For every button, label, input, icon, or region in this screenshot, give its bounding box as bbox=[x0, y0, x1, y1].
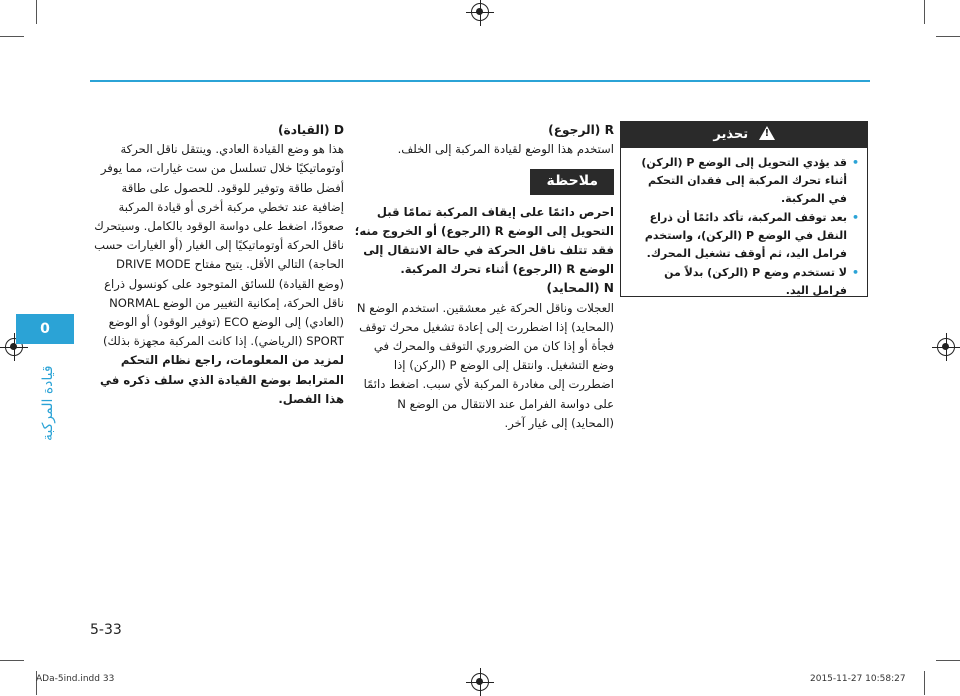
note-text: احرص دائمًا على إيقاف المركبة تمامًا قبل التحويل إلى الوضع R (الرجوع) أو الخروج منه؛ فقد تتلف ناقل الحركة في حالة الانتقال إلى الوضع R (الرجوع) أثناء تحرك المركبة. bbox=[354, 204, 614, 277]
n-heading: N (المحايد) bbox=[546, 281, 614, 296]
crop-mark bbox=[924, 0, 925, 24]
d-text: هذا هو وضع القيادة العادي. وينتقل ناقل الحركة أوتوماتيكيًا خلال تسلسل من ست غيارات، مما يوفر أفضل طاقة وتوفير للوقود. للحصول على طاقة إضافية عند تخطي مركبة أخرى أو قيادة المركبة صعودًا، اضغط على دواسة الوقود بالكامل. وسيتحرك ناقل الحركة أوتوماتيكيًا إلى الغيار (أو الغيارات حسب الحاجة) التالي الأقل. يتيح مفتاح DRIVE MODE (وضع القيادة) للسائق المتوجود على كونسول ذراع ناقل الحركة، إمكانية التغيير من الوضع NORMAL (العادي) إلى الوضع ECO (توفير الوقود) أو الوضع SPORT (الرياضي). إذا كانت المركبة مجهزة بذلك) bbox=[94, 142, 344, 349]
header-rule bbox=[90, 80, 870, 82]
warning-header bbox=[621, 122, 867, 148]
warning-title: تحذير bbox=[713, 127, 749, 142]
warning-item: • لا تستخدم وضع P (الركن) بدلاً من فرامل اليد. bbox=[629, 264, 859, 300]
n-text: العجلات وناقل الحركة غير معشقين. استخدم الوضع N (المحايد) إذا اضطررت إلى إعادة تشغيل محرك توقف فجأة أو إذا كان من الضروري التوقف والمحرك في وضع التشغيل. وانتقل إلى الوضع P (الركن) إذا اضطررت إلى مغادرة المركبة لأي سبب. اضغط دائمًا على دواسة الفرامل عند الانتقال من الوضع N (المحايد) إلى غيار آخر. bbox=[356, 300, 614, 430]
chapter-label: قيادة المركبة bbox=[40, 365, 56, 441]
crop-mark bbox=[936, 660, 960, 661]
page-number: 5-33 bbox=[90, 622, 122, 638]
crop-mark bbox=[0, 660, 24, 661]
crop-mark bbox=[0, 36, 24, 37]
crop-mark bbox=[36, 0, 37, 24]
warning-box bbox=[620, 121, 868, 297]
warning-list bbox=[629, 154, 859, 300]
column-left bbox=[90, 121, 344, 409]
crop-mark bbox=[924, 671, 925, 695]
warning-item: • بعد توقف المركبة، تأكد دائمًا أن ذراع النقل في الوضع P (الركن)، واستخدم فرامل اليد، ثم أوقف تشغيل المحرك. bbox=[629, 209, 859, 263]
registration-mark-icon bbox=[471, 3, 489, 21]
d-heading: D (القيادة) bbox=[277, 123, 344, 137]
r-text: استخدم هذا الوضع لقيادة المركبة إلى الخلف. bbox=[397, 142, 614, 157]
crop-mark bbox=[936, 36, 960, 37]
column-middle bbox=[352, 121, 614, 433]
d-note: لمزيد من المعلومات، راجع نظام التحكم المترابط بوضع القيادة الذي سلف ذكره في هذا الفصل. bbox=[100, 353, 344, 406]
registration-mark-icon bbox=[471, 673, 489, 691]
warning-item: • قد يؤدي التحويل إلى الوضع P (الركن) أثناء تحرك المركبة إلى فقدان التحكم في المركبة. bbox=[629, 154, 859, 208]
warning-triangle-icon bbox=[759, 126, 775, 140]
r-heading: R (الرجوع) bbox=[548, 123, 614, 137]
footer-file: ADa-5ind.indd 33 bbox=[36, 674, 115, 684]
chapter-tab: 0 bbox=[16, 314, 74, 344]
note-banner: ملاحظة bbox=[530, 169, 614, 194]
footer-timestamp: 2015-11-27 10:58:27 bbox=[810, 674, 906, 684]
registration-mark-icon bbox=[937, 338, 955, 356]
